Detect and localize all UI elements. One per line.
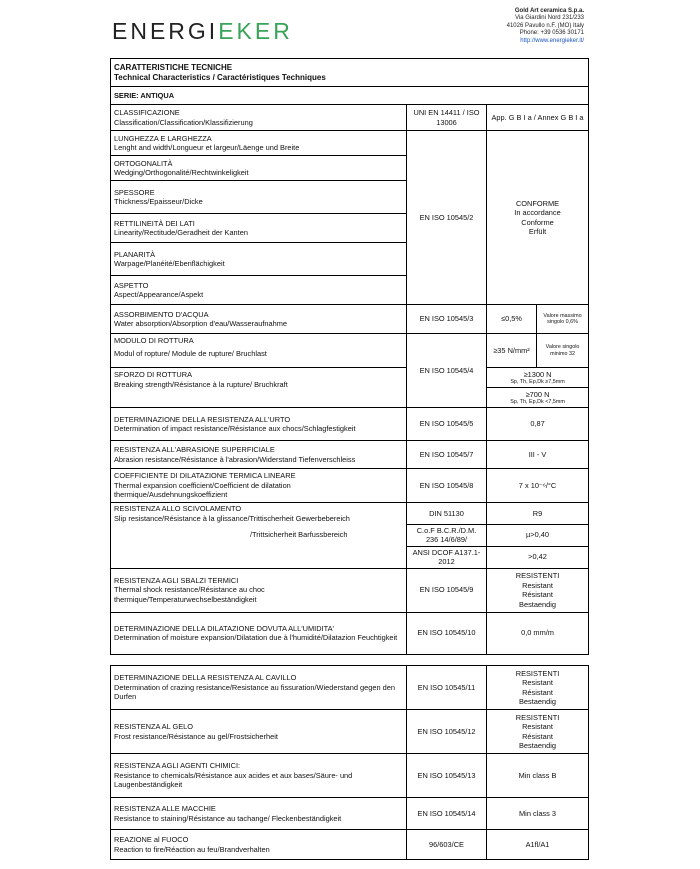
company-website-link[interactable]: http://www.energieker.it/ xyxy=(520,37,584,44)
sbalzi-label: RESISTENZA AGLI SBALZI TERMICI Thermal shock resistance/Résistance au choc thermique/Temperaturwechselbeständigkeit xyxy=(111,568,407,612)
technical-table xyxy=(110,58,589,655)
fuoco-norm: 96/603/CE xyxy=(407,830,487,860)
spessore-label: SPESSORE Thickness/Epaisseur/Dicke xyxy=(111,181,407,214)
dilatazione-label: COEFFICIENTE DI DILATAZIONE TERMICA LINEARE Thermal expansion coefficient/Coefficient de dilatation thermique/Ausdehnungskoeffizient xyxy=(111,469,407,503)
assorbimento-note: Valore massimo singolo 0,6% xyxy=(537,305,589,334)
scivolamento-norm-2: C.o.F B.C.R./D.M. 236 14/6/89/ xyxy=(407,524,487,546)
dimensional-norm: EN ISO 10545/2 xyxy=(407,131,487,305)
gelo-value: RESISTENTI Resistant Résistant Bestaendig xyxy=(487,710,589,754)
company-name: Gold Art ceramica S.p.a. xyxy=(514,8,584,14)
abrasione-label: RESISTENZA ALL'ABRASIONE SUPERFICIALE Abrasion resistance/Résistance à l'abrasion/Widerstand Tiefenverschleiss xyxy=(111,441,407,469)
chimici-norm: EN ISO 10545/13 xyxy=(407,754,487,798)
urto-norm: EN ISO 10545/5 xyxy=(407,408,487,441)
urto-value: 0,87 xyxy=(487,408,589,441)
lunghezza-label: LUNGHEZZA E LARGHEZZA Lenght and width/Longueur et largeur/Läenge und Breite xyxy=(111,131,407,156)
assorbimento-label: ASSORBIMENTO D'ACQUA Water absorption/Absorption d'eau/Wasseraufnahme xyxy=(111,305,407,334)
company-city: 41026 Pavullo n.F. (MO) Italy xyxy=(506,22,584,29)
sbalzi-value: RESISTENTI Resistant Résistant Bestaendig xyxy=(487,568,589,612)
abrasione-norm: EN ISO 10545/7 xyxy=(407,441,487,469)
cavillo-norm: EN ISO 10545/11 xyxy=(407,666,487,710)
classificazione-norm: UNI EN 14411 / ISO 13006 xyxy=(407,105,487,131)
scivolamento-spacer xyxy=(111,546,407,568)
macchie-label: RESISTENZA ALLE MACCHIE Resistance to staining/Résistance au tachange/ Fleckenbeständigkeit xyxy=(111,798,407,830)
cavillo-label: DETERMINAZIONE DELLA RESISTENZA AL CAVILLO Determination of crazing resistance/Resistance au fissuration/Wiederstand gegen den Durfen xyxy=(111,666,407,710)
technical-table-2 xyxy=(110,665,589,860)
cavillo-value: RESISTENTI Resistant Résistant Bestaendig xyxy=(487,666,589,710)
gelo-label: RESISTENZA AL GELO Frost resistance/Résistance au gel/Frostsicherheit xyxy=(111,710,407,754)
chimici-value: Min class B xyxy=(487,754,589,798)
rettilineita-label: RETTILINEITÀ DEI LATI Linearity/Rectitude/Geradheit der Kanten xyxy=(111,214,407,243)
modulo-label: MODULO DI ROTTURA Modul of ropture/ Module de rupture/ Bruchlast xyxy=(111,334,407,368)
modulo-value: ≥35 N/mm² xyxy=(487,334,537,368)
fuoco-label: REAZIONE al FUOCO Reaction to fire/Réaction au feu/Brandverhalten xyxy=(111,830,407,860)
scivolamento-label-2: /Trittsicherheit Barfussbereich xyxy=(111,524,407,546)
scivolamento-value-2: µ>0,40 xyxy=(487,524,589,546)
table-title: CARATTERISTICHE TECNICHE Technical Characteristics / Caractéristiques Techniques xyxy=(111,59,589,87)
classificazione-label: CLASSIFICAZIONE Classification/Classification/Klassifizierung xyxy=(111,105,407,131)
scivolamento-value-3: >0,42 xyxy=(487,546,589,568)
assorbimento-norm: EN ISO 10545/3 xyxy=(407,305,487,334)
dimensional-value: CONFORME In accordance Conforme Erfült xyxy=(487,131,589,305)
company-phone: Phone: +39 0536 30171 xyxy=(519,30,584,37)
scivolamento-value-1: R9 xyxy=(487,503,589,525)
sforzo-label: SFORZO DI ROTTURA Breaking strength/Résistance à la rupture/ Bruchkraft xyxy=(111,368,407,408)
umidita-label: DETERMINAZIONE DELLA DILATAZIONE DOVUTA ALL'UMIDITA' Determination of moisture expansion/Dilatation due à l'humidité/Dilatazion Feuchtigkeit xyxy=(111,612,407,654)
company-info xyxy=(507,8,584,45)
sforzo-value-1: ≥1300 N Sp, Th, Ep,Dk ≥7,5mm xyxy=(487,368,589,388)
macchie-norm: EN ISO 10545/14 xyxy=(407,798,487,830)
gelo-norm: EN ISO 10545/12 xyxy=(407,710,487,754)
modulo-note: Valore singolo minimo 32 xyxy=(537,334,589,368)
sforzo-value-2: ≥700 N Sp, Th, Ep,Dk <7,5mm xyxy=(487,388,589,408)
energieker-logo: ENERGIEKER xyxy=(112,18,293,44)
dilatazione-value: 7 x 10⁻⁶/°C xyxy=(487,469,589,503)
assorbimento-value: ≤0,5% xyxy=(487,305,537,334)
fuoco-value: A1fl/A1 xyxy=(487,830,589,860)
serie-label: SERIE: ANTIQUA xyxy=(111,87,589,105)
aspetto-label: ASPETTO Aspect/Appearance/Aspekt xyxy=(111,276,407,305)
rottura-norm: EN ISO 10545/4 xyxy=(407,334,487,408)
umidita-value: 0,0 mm/m xyxy=(487,612,589,654)
dilatazione-norm: EN ISO 10545/8 xyxy=(407,469,487,503)
urto-label: DETERMINAZIONE DELLA RESISTENZA ALL'URTO Determination of impact resistance/Résistance aux chocs/Schlagfestigkeit xyxy=(111,408,407,441)
sbalzi-norm: EN ISO 10545/9 xyxy=(407,568,487,612)
company-address: Via Giardini Nord 231/233 xyxy=(515,15,584,22)
macchie-value: Min class 3 xyxy=(487,798,589,830)
scivolamento-norm-3: ANSI DCOF A137.1-2012 xyxy=(407,546,487,568)
classificazione-value: App. G B I a / Annex G B I a xyxy=(487,105,589,131)
scivolamento-norm-1: DIN 51130 xyxy=(407,503,487,525)
planarita-label: PLANARITÀ Warpage/Planéité/Ebenflächigkeit xyxy=(111,243,407,276)
umidita-norm: EN ISO 10545/10 xyxy=(407,612,487,654)
abrasione-value: III - V xyxy=(487,441,589,469)
chimici-label: RESISTENZA AGLI AGENTI CHIMICI: Resistance to chemicals/Résistance aux acides et aux bases/Säure- und Laugenbeständigkeit xyxy=(111,754,407,798)
scivolamento-label: RESISTENZA ALLO SCIVOLAMENTO Slip resistance/Résistance à la glissance/Trittischerheit Gewerbebereich xyxy=(111,503,407,525)
ortogonalita-label: ORTOGONALITÀ Wedging/Orthogonalité/Rechtwinkeligkeit xyxy=(111,156,407,181)
